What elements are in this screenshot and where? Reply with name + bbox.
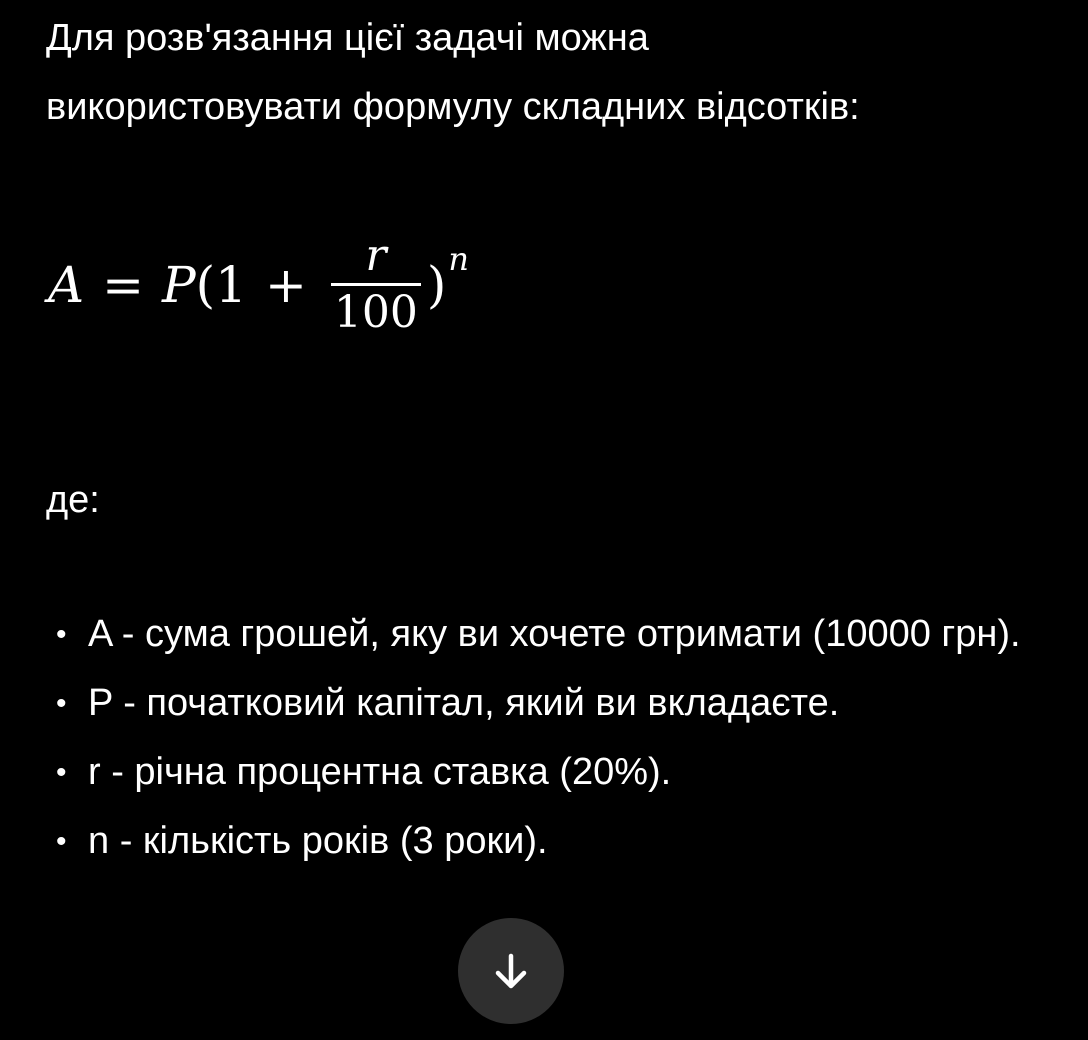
scroll-to-bottom-button[interactable] [458, 918, 564, 1024]
compound-interest-formula [48, 225, 469, 365]
formula-denominator: 100 [333, 286, 418, 338]
formula-open: (1 [195, 256, 247, 314]
list-item-text: P - початковий капітал, який ви вкладаєте. [88, 682, 840, 724]
list-item-text: A - сума грошей, яку ви хочете отримати (10000 грн). [88, 613, 1021, 655]
arrow-down-icon [489, 949, 533, 993]
list-item [46, 738, 1046, 807]
formula-numerator: r [365, 229, 387, 281]
formula-plus: + [265, 256, 307, 314]
list-item [46, 600, 1046, 669]
formula-exponent: n [448, 240, 470, 278]
intro-line-1: Для розв'язання цієї задачі можна [46, 17, 649, 59]
formula-lhs: A [48, 256, 85, 314]
bullet-dot: • [56, 687, 67, 720]
bullet-dot: • [56, 825, 67, 858]
list-item-text: n - кількість років (3 роки). [88, 820, 548, 862]
intro-text [46, 4, 860, 142]
bullet-dot: • [56, 618, 67, 651]
formula-fraction [331, 229, 421, 338]
where-label: де: [46, 479, 100, 521]
formula-principal: P [162, 256, 196, 314]
variable-list [46, 600, 1046, 876]
bullet-dot: • [56, 756, 67, 789]
intro-line-2: використовувати формулу складних відсотків: [46, 86, 860, 128]
list-item [46, 669, 1046, 738]
formula-equals: = [102, 256, 145, 314]
list-item [46, 807, 1046, 876]
formula-close: ) [426, 256, 447, 314]
list-item-text: r - річна процентна ставка (20%). [88, 751, 672, 793]
